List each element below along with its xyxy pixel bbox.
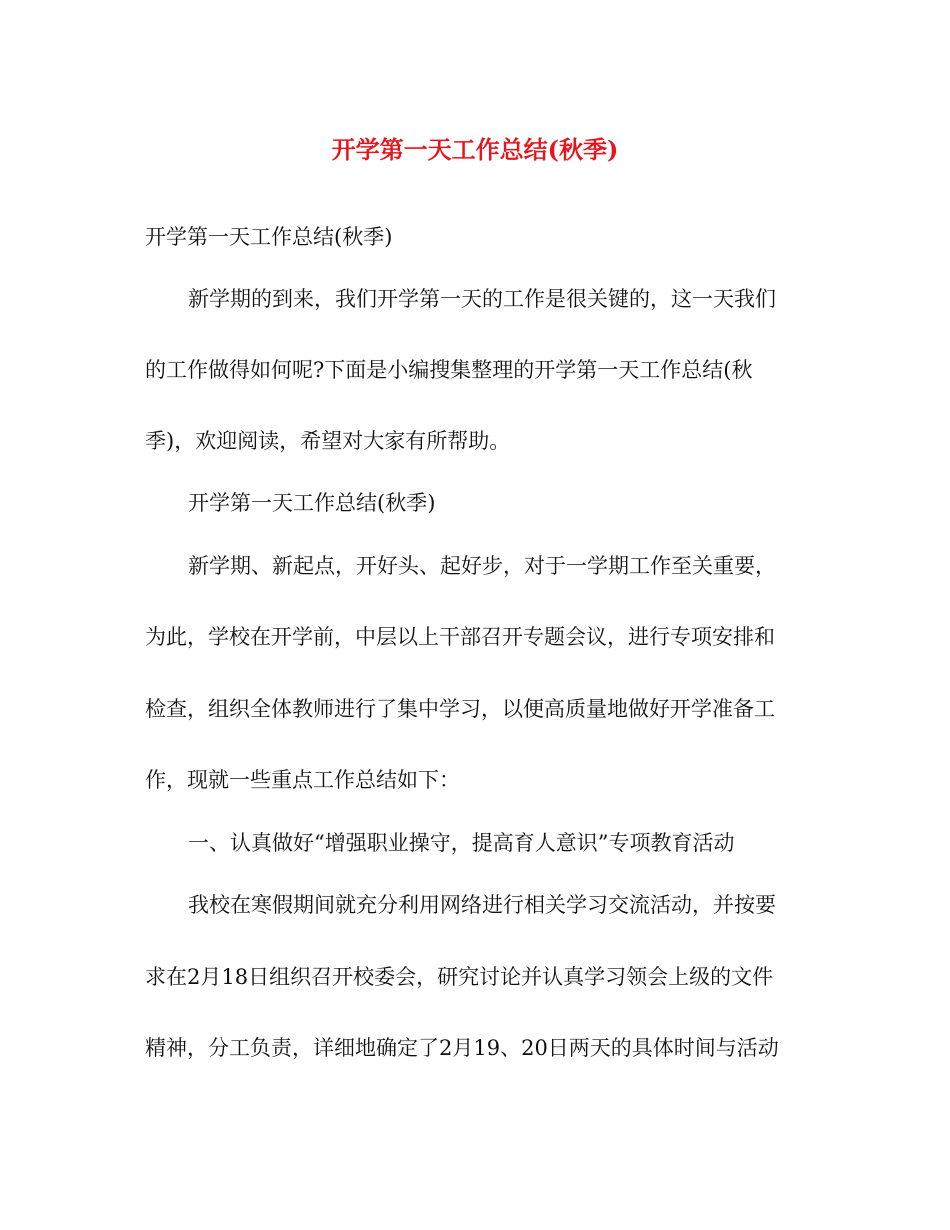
paragraph-line: 为此，学校在开学前，中层以上干部召开专题会议，进行专项安排和 xyxy=(145,625,775,649)
paragraph-line: 新学期的到来，我们开学第一天的工作是很关键的，这一天我们 xyxy=(188,287,776,311)
section-heading-line: 一、认真做好“增强职业操守，提高育人意识”专项教育活动 xyxy=(188,831,735,855)
document-title: 开学第一天工作总结(秋季) xyxy=(331,135,619,164)
paragraph-line: 新学期、新起点，开好头、起好步，对于一学期工作至关重要， xyxy=(188,554,776,578)
paragraph-line: 检查，组织全体教师进行了集中学习，以便高质量地做好开学准备工 xyxy=(145,697,775,721)
section-heading-line: 开学第一天工作总结(秋季) xyxy=(188,491,436,515)
paragraph-line: 作，现就一些重点工作总结如下： xyxy=(145,768,460,792)
paragraph-line: 的工作做得如何呢?下面是小编搜集整理的开学第一天工作总结(秋 xyxy=(145,358,753,382)
paragraph-line: 季)，欢迎阅读，希望对大家有所帮助。 xyxy=(145,429,511,453)
paragraph-line: 我校在寒假期间就充分利用网络进行相关学习交流活动，并按要 xyxy=(188,893,776,917)
paragraph-line: 求在2月18日组织召开校委会，研究讨论并认真学习领会上级的文件 xyxy=(145,965,774,989)
paragraph-line: 精神，分工负责，详细地确定了2月19、20日两天的具体时间与活动 xyxy=(145,1036,779,1060)
subtitle-line: 开学第一天工作总结(秋季) xyxy=(145,225,393,249)
